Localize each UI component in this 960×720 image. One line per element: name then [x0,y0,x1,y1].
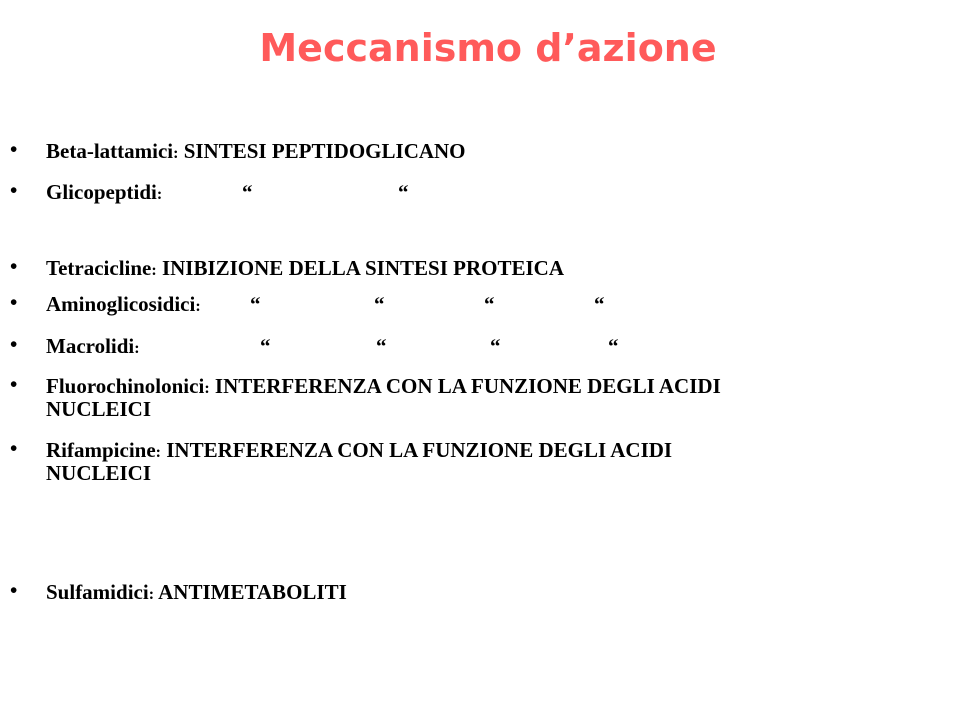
item-name: Glicopeptidi [46,180,157,204]
bullet-icon: • [10,436,18,460]
ditto-mark: “ [250,292,261,316]
item-colon: : [148,586,155,603]
item-text: ANTIMETABOLITI [158,580,347,604]
bullet-icon: • [10,254,18,278]
item-colon: : [195,298,201,315]
item-colon: : [173,145,179,162]
item-colon: : [134,340,140,357]
list-item-tetracicline [46,256,564,283]
list-item-aminoglicosidici [46,292,746,316]
list-item-continuation [46,397,151,421]
item-name: Aminoglicosidici [46,292,196,316]
item-text: SINTESI PEPTIDOGLICANO [183,139,466,163]
list-item-sulfamidici [46,580,347,607]
list-item-glicopeptidi [46,180,646,204]
ditto-mark: “ [398,180,409,204]
ditto-mark: “ [594,292,605,316]
list-item-macrolidi [46,334,746,358]
bullet-icon: • [10,578,18,602]
bullet-icon: • [10,137,18,161]
ditto-mark: “ [374,292,385,316]
item-text: INTERFERENZA CON LA FUNZIONE DEGLI ACIDI [214,374,721,398]
item-name: Macrolidi [46,334,135,358]
item-name: Fluorochinolonici [46,374,205,398]
bullet-icon: • [10,178,18,202]
list-item-beta-lattamici [46,139,466,166]
bullet-icon: • [10,290,18,314]
ditto-mark: “ [490,334,501,358]
item-name: Rifampicine [46,438,156,462]
item-colon: : [156,186,163,203]
ditto-mark: “ [242,180,253,204]
bullet-icon: • [10,372,18,396]
item-name: Beta-lattamici [46,139,174,163]
ditto-mark: “ [376,334,387,358]
item-name: Tetracicline [46,256,152,280]
item-colon: : [204,380,210,397]
ditto-mark: “ [484,292,495,316]
item-text-continued: NUCLEICI [46,397,152,421]
item-text: INTERFERENZA CON LA FUNZIONE DEGLI ACIDI [166,438,673,462]
item-colon: : [151,262,157,279]
item-colon: : [155,444,161,461]
ditto-mark: “ [260,334,271,358]
item-name: Sulfamidici [46,580,149,604]
slide-title: Meccanismo d’azione [259,26,717,70]
item-text: INIBIZIONE DELLA SINTESI PROTEICA [161,256,564,280]
bullet-icon: • [10,332,18,356]
item-text-continued: NUCLEICI [46,461,152,485]
list-item-continuation [46,461,151,485]
ditto-mark: “ [608,334,619,358]
